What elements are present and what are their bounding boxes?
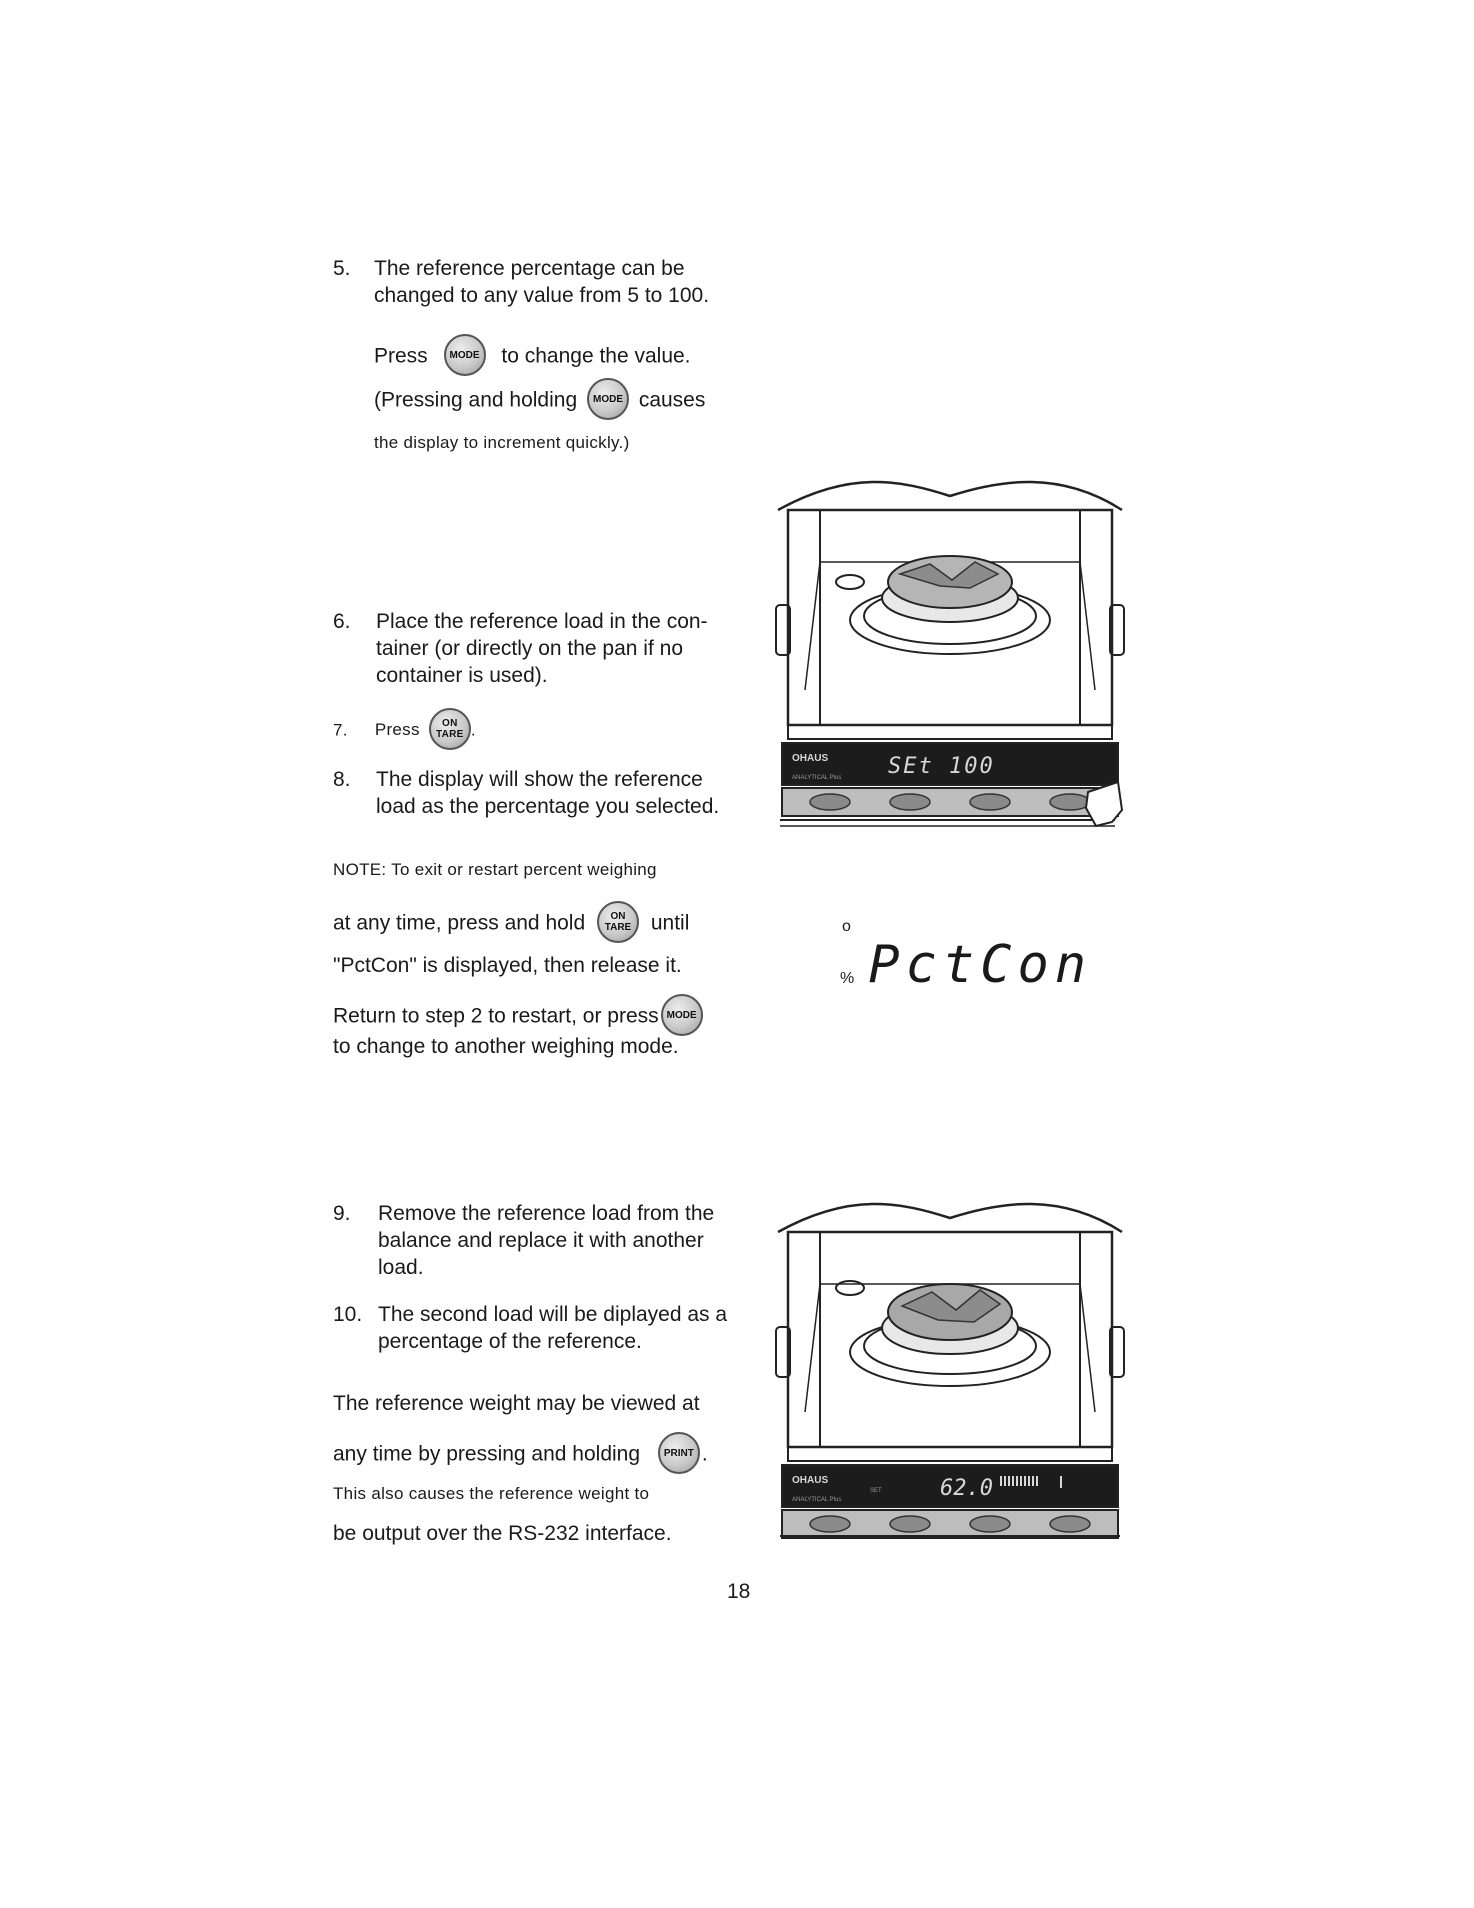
on-tare-key-icon: ON TARE <box>597 901 639 943</box>
keypad-button-icon <box>810 1516 850 1532</box>
note-heading: NOTE: To exit or restart percent weighing <box>333 860 657 879</box>
note-text: to change to another weighing mode. <box>333 1035 679 1058</box>
step-text: The reference percentage can be <box>374 257 685 280</box>
step-6 <box>333 608 733 689</box>
display-brand: OHAUS <box>792 753 829 764</box>
note-text: at any time, press and hold <box>333 911 586 935</box>
mode-key-icon: MODE <box>587 378 629 420</box>
step-text: balance and replace it with another <box>378 1229 704 1252</box>
note-text: Return to step 2 to restart, or press <box>333 1004 659 1028</box>
reference-text: This also causes the reference weight to <box>333 1484 650 1503</box>
step-number: 10. <box>333 1303 363 1326</box>
print-key-icon: PRINT <box>658 1432 700 1474</box>
instruction-text: to change the value. <box>501 344 691 368</box>
step-7 <box>333 710 476 752</box>
page-number: 18 <box>727 1580 751 1603</box>
keypad-button-icon <box>890 1516 930 1532</box>
step-text: Place the reference load in the con- <box>376 610 708 633</box>
step-number: 8. <box>333 768 351 791</box>
note-text: until <box>650 911 690 935</box>
press-mode-line <box>374 336 691 378</box>
step-text: percentage of the reference. <box>378 1330 642 1353</box>
step-text: tainer (or directly on the pan if no <box>376 637 684 660</box>
step-number: 9. <box>333 1202 351 1225</box>
mode-key-icon: MODE <box>661 994 703 1036</box>
reference-text: . <box>701 1442 708 1466</box>
step-5 <box>333 255 733 309</box>
mode-key-icon: MODE <box>444 334 486 376</box>
instruction-text: . <box>470 720 476 740</box>
instruction-text: the display to increment quickly.) <box>374 433 630 452</box>
step-text: The second load will be diplayed as a <box>378 1303 728 1326</box>
step-10 <box>333 1301 743 1355</box>
instruction-text: Press <box>374 344 428 368</box>
display-brand: OHAUS <box>792 1475 829 1486</box>
step-number: 7. <box>333 720 348 740</box>
reference-text: The reference weight may be viewed at <box>333 1392 700 1415</box>
keypad-button-icon <box>890 794 930 810</box>
step-text: load. <box>378 1256 424 1279</box>
step-8 <box>333 766 733 820</box>
step-text: changed to any value from 5 to 100. <box>374 284 710 307</box>
display-sub: ANALYTICAL Plus <box>792 775 842 781</box>
instruction-text: Press <box>374 720 420 740</box>
degree-mark: o <box>842 918 851 935</box>
display-readout: SEt 100 <box>888 754 995 779</box>
instruction-text: (Pressing and holding <box>374 388 578 412</box>
note-line <box>333 996 703 1038</box>
pctcon-readout <box>840 918 1093 995</box>
keypad-button-icon <box>1050 1516 1090 1532</box>
display-sub: ANALYTICAL Plus <box>792 1497 842 1503</box>
display-set-tag: SET <box>870 1488 882 1494</box>
step-text: The display will show the reference <box>376 768 703 791</box>
reference-text: any time by pressing and holding <box>333 1442 641 1466</box>
display-readout: 62.0 <box>940 1476 993 1501</box>
note-line <box>333 903 689 945</box>
percent-symbol: % <box>840 970 855 987</box>
instruction-text: causes <box>638 388 706 412</box>
balance-illustration-reading <box>770 1192 1130 1542</box>
step-text: Remove the reference load from the <box>378 1202 715 1225</box>
keypad-button-icon <box>810 794 850 810</box>
reference-text: be output over the RS-232 interface. <box>333 1522 672 1545</box>
keypad-button-icon <box>970 794 1010 810</box>
on-tare-key-icon: ON TARE <box>429 708 471 750</box>
keypad-button-icon <box>970 1516 1010 1532</box>
step-number: 6. <box>333 610 351 633</box>
hold-mode-line <box>374 380 705 422</box>
step-text: load as the percentage you selected. <box>376 795 720 818</box>
balance-illustration-set <box>770 470 1130 835</box>
step-number: 5. <box>333 257 351 280</box>
note-text: "PctCon" is displayed, then release it. <box>333 954 682 977</box>
keypad-button-icon <box>1050 794 1090 810</box>
pctcon-display-text: PctCon <box>868 935 1093 995</box>
step-9 <box>333 1200 733 1281</box>
reference-line <box>333 1434 708 1476</box>
step-text: container is used). <box>376 664 548 687</box>
